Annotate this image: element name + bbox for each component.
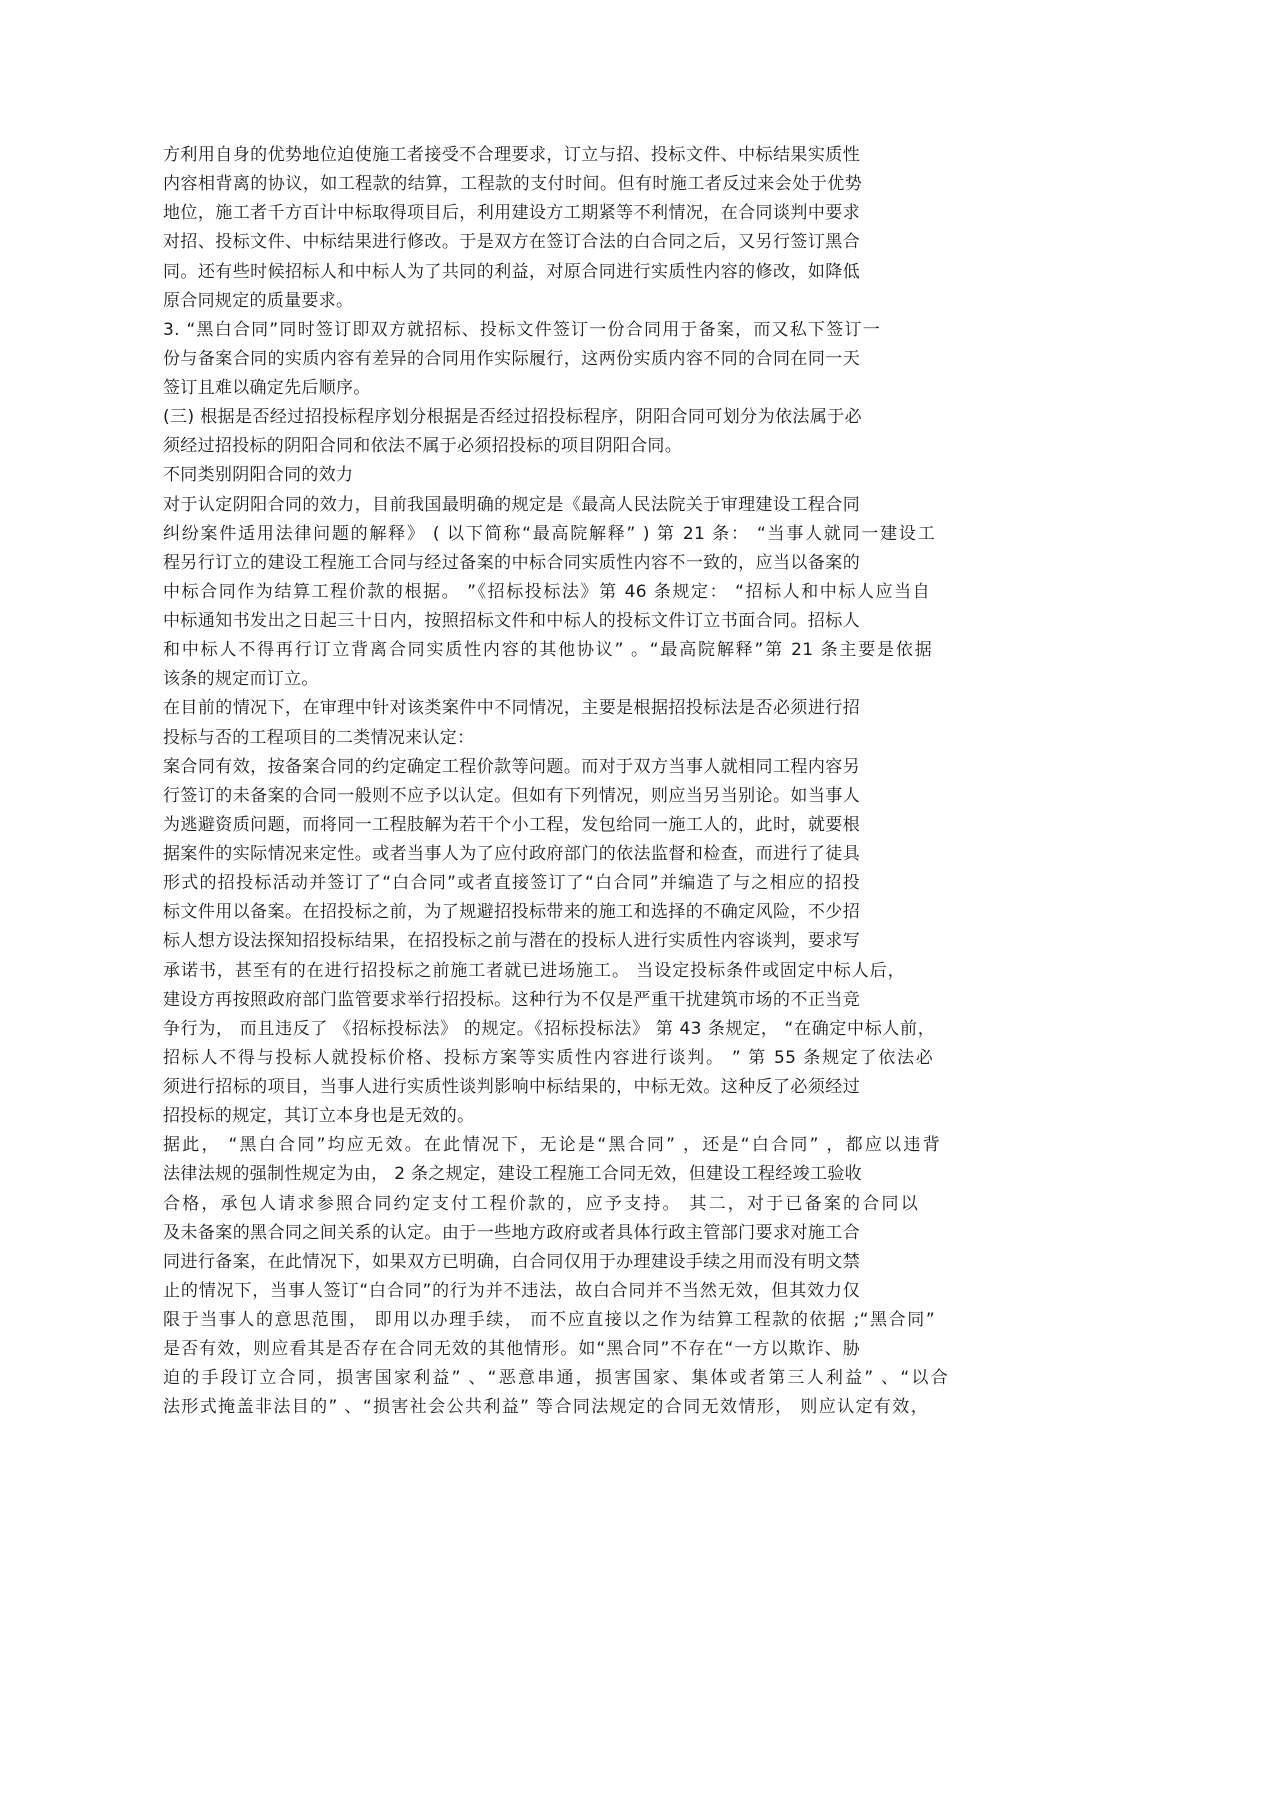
text-line: 争行为， 而且违反了 《招标投标法》 的规定。《招标投标法》 第 43 条规定， “在确定中标人前， bbox=[163, 1018, 935, 1039]
text-line: 建设方再按照政府部门监管要求举行招投标。这种行为不仅是严重干扰建筑市场的不正当竞 bbox=[163, 989, 860, 1010]
text-line: 为逃避资质问题，而将同一工程肢解为若干个小工程，发包给同一施工人的，此时，就要根 bbox=[163, 814, 860, 835]
text-line: 原合同规定的质量要求。 bbox=[163, 290, 354, 311]
text-line: 标人想方设法探知招投标结果，在招投标之前与潜在的投标人进行实质性内容谈判，要求写 bbox=[163, 931, 860, 952]
text-line: 3. “黑白合同”同时签订即双方就招标、投标文件签订一份合同用于备案，而又私下签订一 bbox=[163, 319, 880, 340]
text-line: 止的情况下，当事人签订“白合同”的行为并不违法，故白合同并不当然无效，但其效力仅 bbox=[163, 1280, 860, 1301]
text-line: 须经过招投标的阴阳合同和依法不属于必须招投标的项目阴阳合同。 bbox=[163, 436, 682, 457]
section-heading: 不同类别阴阳合同的效力 bbox=[163, 465, 354, 486]
text-line: 据此， “黑白合同”均应无效。在此情况下，无论是“黑合同” ，还是“白合同” ，都应以违背 bbox=[163, 1135, 940, 1156]
section-heading: (三) 根据是否经过招投标程序划分根据是否经过招投标程序，阴阳合同可划分为依法属于必 bbox=[163, 407, 862, 428]
text-line: 合格，承包人请求参照合同约定支付工程价款的，应予支持。 其二，对于已备案的合同以 bbox=[163, 1193, 918, 1214]
text-line: 须进行招标的项目，当事人进行实质性谈判影响中标结果的，中标无效。这种反了必须经过 bbox=[163, 1077, 860, 1097]
text-line: 该条的规定而订立。 bbox=[163, 669, 319, 690]
text-line: 方利用自身的优势地位迫使施工者接受不合理要求，订立与招、投标文件、中标结果实质性 bbox=[163, 145, 860, 165]
text-line: 份与备案合同的实质内容有差异的合同用作实际履行，这两份实质内容不同的合同在同一天 bbox=[163, 348, 860, 369]
text-line: 法律法规的强制性规定为由， 2 条之规定，建设工程施工合同无效，但建设工程经竣工验收 bbox=[163, 1164, 862, 1185]
text-line: 对于认定阴阳合同的效力，目前我国最明确的规定是《最高人民法院关于审理建设工程合同 bbox=[163, 494, 860, 515]
text-line: 法形式掩盖非法目的” 、“损害社会公共利益” 等合同法规定的合同无效情形， 则应认定有效， bbox=[163, 1397, 928, 1418]
text-line: 及未备案的黑合同之间关系的认定。由于一些地方政府或者具体行政主管部门要求对施工合 bbox=[163, 1222, 860, 1243]
text-line: 标文件用以备案。在招投标之前，为了规避招投标带来的施工和选择的不确定风险，不少招 bbox=[163, 902, 860, 923]
text-line: 承诺书，甚至有的在进行招投标之前施工者就已进场施工。 当设定投标条件或固定中标人后， bbox=[163, 960, 905, 981]
text-line: 签订且难以确定先后顺序。 bbox=[163, 378, 371, 398]
text-line: 招标人不得与投标人就投标价格、投标方案等实质性内容进行谈判。 ” 第 55 条规定了依法必 bbox=[163, 1047, 933, 1068]
text-line: 地位，施工者千方百计中标取得项目后，利用建设方工期紧等不利情况，在合同谈判中要求 bbox=[163, 203, 860, 224]
text-line: 形式的招投标活动并签订了“白合同”或者直接签订了“白合同”并编造了与之相应的招投 bbox=[163, 873, 860, 894]
text-line: 内容相背离的协议，如工程款的结算，工程款的支付时间。但有时施工者反过来会处于优势 bbox=[163, 174, 862, 195]
text-line: 在目前的情况下，在审理中针对该类案件中不同情况，主要是根据招投标法是否必须进行招 bbox=[163, 698, 860, 719]
body-text bbox=[163, 141, 948, 1423]
text-line: 中标合同作为结算工程价款的根据。 ”《招标投标法》第 46 条规定： “招标人和中标人应当自 bbox=[163, 581, 930, 602]
text-line: 据案件的实际情况来定性。或者当事人为了应付政府部门的依法监督和检查，而进行了徒具 bbox=[163, 844, 860, 864]
text-line: 和中标人不得再行订立背离合同实质性内容的其他协议” 。“最高院解释”第 21 条主要是依据 bbox=[163, 640, 932, 661]
text-line: 同。还有些时候招标人和中标人为了共同的利益，对原合同进行实质性内容的修改，如降低 bbox=[163, 261, 860, 282]
text-line: 对招、投标文件、中标结果进行修改。于是双方在签订合法的白合同之后，又另行签订黑合 bbox=[163, 232, 860, 253]
text-line: 纠纷案件适用法律问题的解释》 ( 以下简称“最高院解释” ) 第 21 条： “当事人就同一建设工 bbox=[163, 523, 935, 544]
text-line: 程另行订立的建设工程施工合同与经过备案的中标合同实质性内容不一致的，应当以备案的 bbox=[163, 552, 860, 573]
text-line: 中标通知书发出之日起三十日内，按照招标文件和中标人的投标文件订立书面合同。招标人 bbox=[163, 611, 860, 631]
text-line: 招投标的规定，其订立本身也是无效的。 bbox=[163, 1106, 475, 1127]
text-line: 同进行备案，在此情况下，如果双方已明确，白合同仅用于办理建设手续之用而没有明文禁 bbox=[163, 1251, 860, 1272]
text-line: 是否有效，则应看其是否存在合同无效的其他情形。如“黑合同”不存在“一方以欺诈、胁 bbox=[163, 1339, 860, 1360]
text-line: 行签订的未备案的合同一般则不应予以认定。但如有下列情况，则应当另当别论。如当事人 bbox=[163, 785, 860, 806]
text-line: 投标与否的工程项目的二类情况来认定： bbox=[163, 727, 475, 748]
text-line: 限于当事人的意思范围， 即用以办理手续， 而不应直接以之作为结算工程款的依据 ;“黑合同” bbox=[163, 1310, 935, 1330]
text-line: 案合同有效，按备案合同的约定确定工程价款等问题。而对于双方当事人就相同工程内容另 bbox=[163, 756, 860, 777]
text-line: 迫的手段订立合同，损害国家利益” 、“恶意串通，损害国家、集体或者第三人利益” 、“以合 bbox=[163, 1368, 948, 1389]
